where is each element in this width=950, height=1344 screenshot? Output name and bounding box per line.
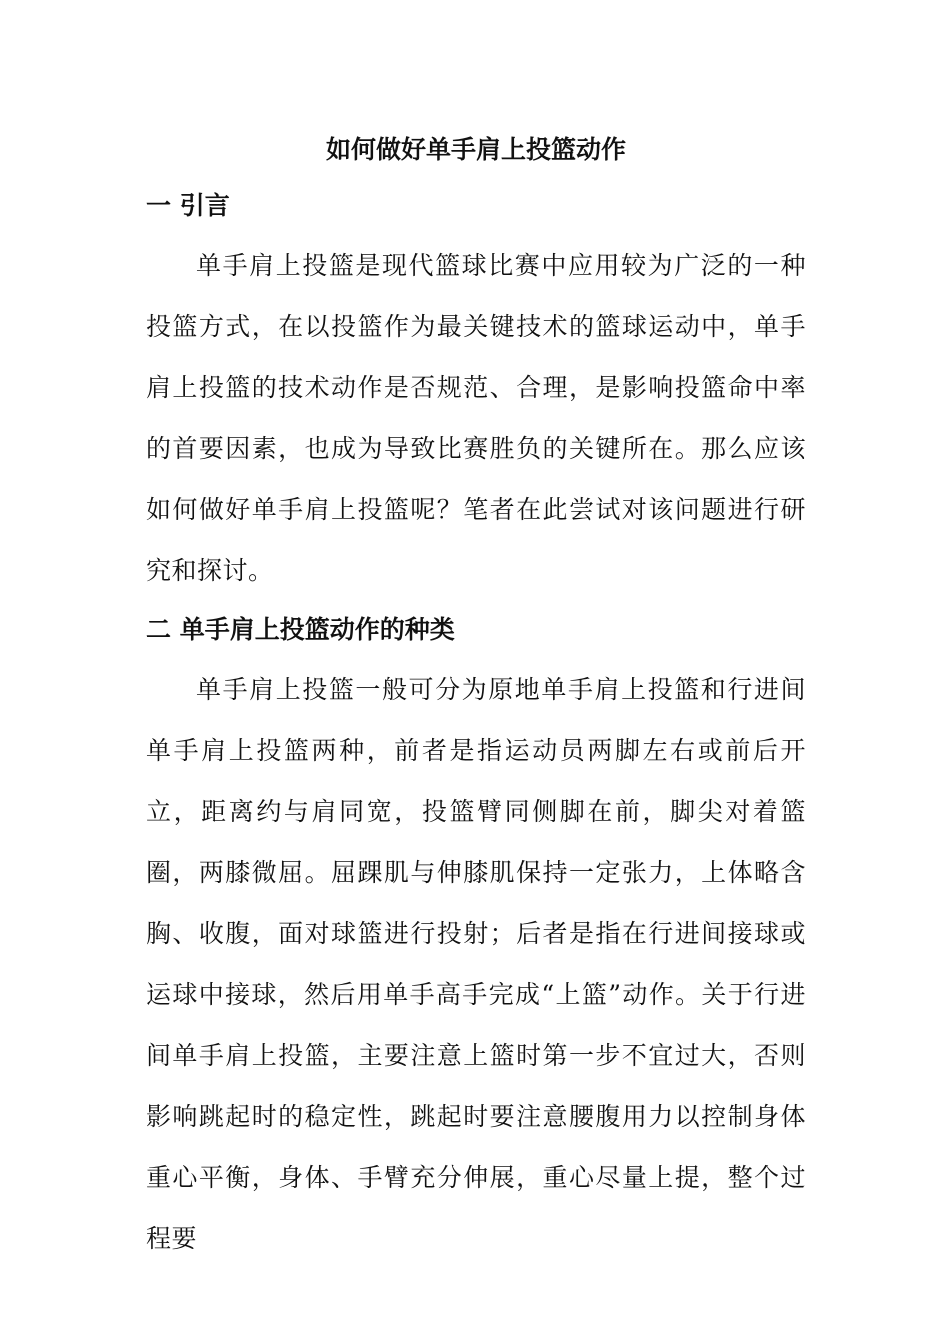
section-heading-types: 二 单手肩上投篮动作的种类 <box>146 615 455 644</box>
section-paragraph-types: 单手肩上投篮一般可分为原地单手肩上投篮和行进间单手肩上投篮两种，前者是指运动员两脚左右或前后开立，距离约与肩同宽，投篮臂同侧脚在前，脚尖对着篮圈，两膝微屈。屈踝肌与伸膝肌保持一定张力，上体略含胸、收腹，面对球篮进行投射；后者是指在行进间接球或运球中接球，然后用单手高手完成“上篮”动作。关于行进间单手肩上投篮，主要注意上篮时第一步不宜过大，否则影响跳起时的稳定性，跳起时要注意腰腹用力以控制身体重心平衡，身体、手臂充分伸展，重心尽量上提，整个过程要 <box>146 675 806 1253</box>
section-heading-introduction: 一 引言 <box>146 191 230 220</box>
section-paragraph-introduction: 单手肩上投篮是现代篮球比赛中应用较为广泛的一种投篮方式，在以投篮作为最关键技术的篮球运动中，单手肩上投篮的技术动作是否规范、合理，是影响投篮命中率的首要因素，也成为导致比赛胜负的关键所在。那么应该如何做好单手肩上投篮呢？笔者在此尝试对该问题进行研究和探讨。 <box>146 251 806 585</box>
document-title: 如何做好单手肩上投篮动作 <box>325 135 626 164</box>
